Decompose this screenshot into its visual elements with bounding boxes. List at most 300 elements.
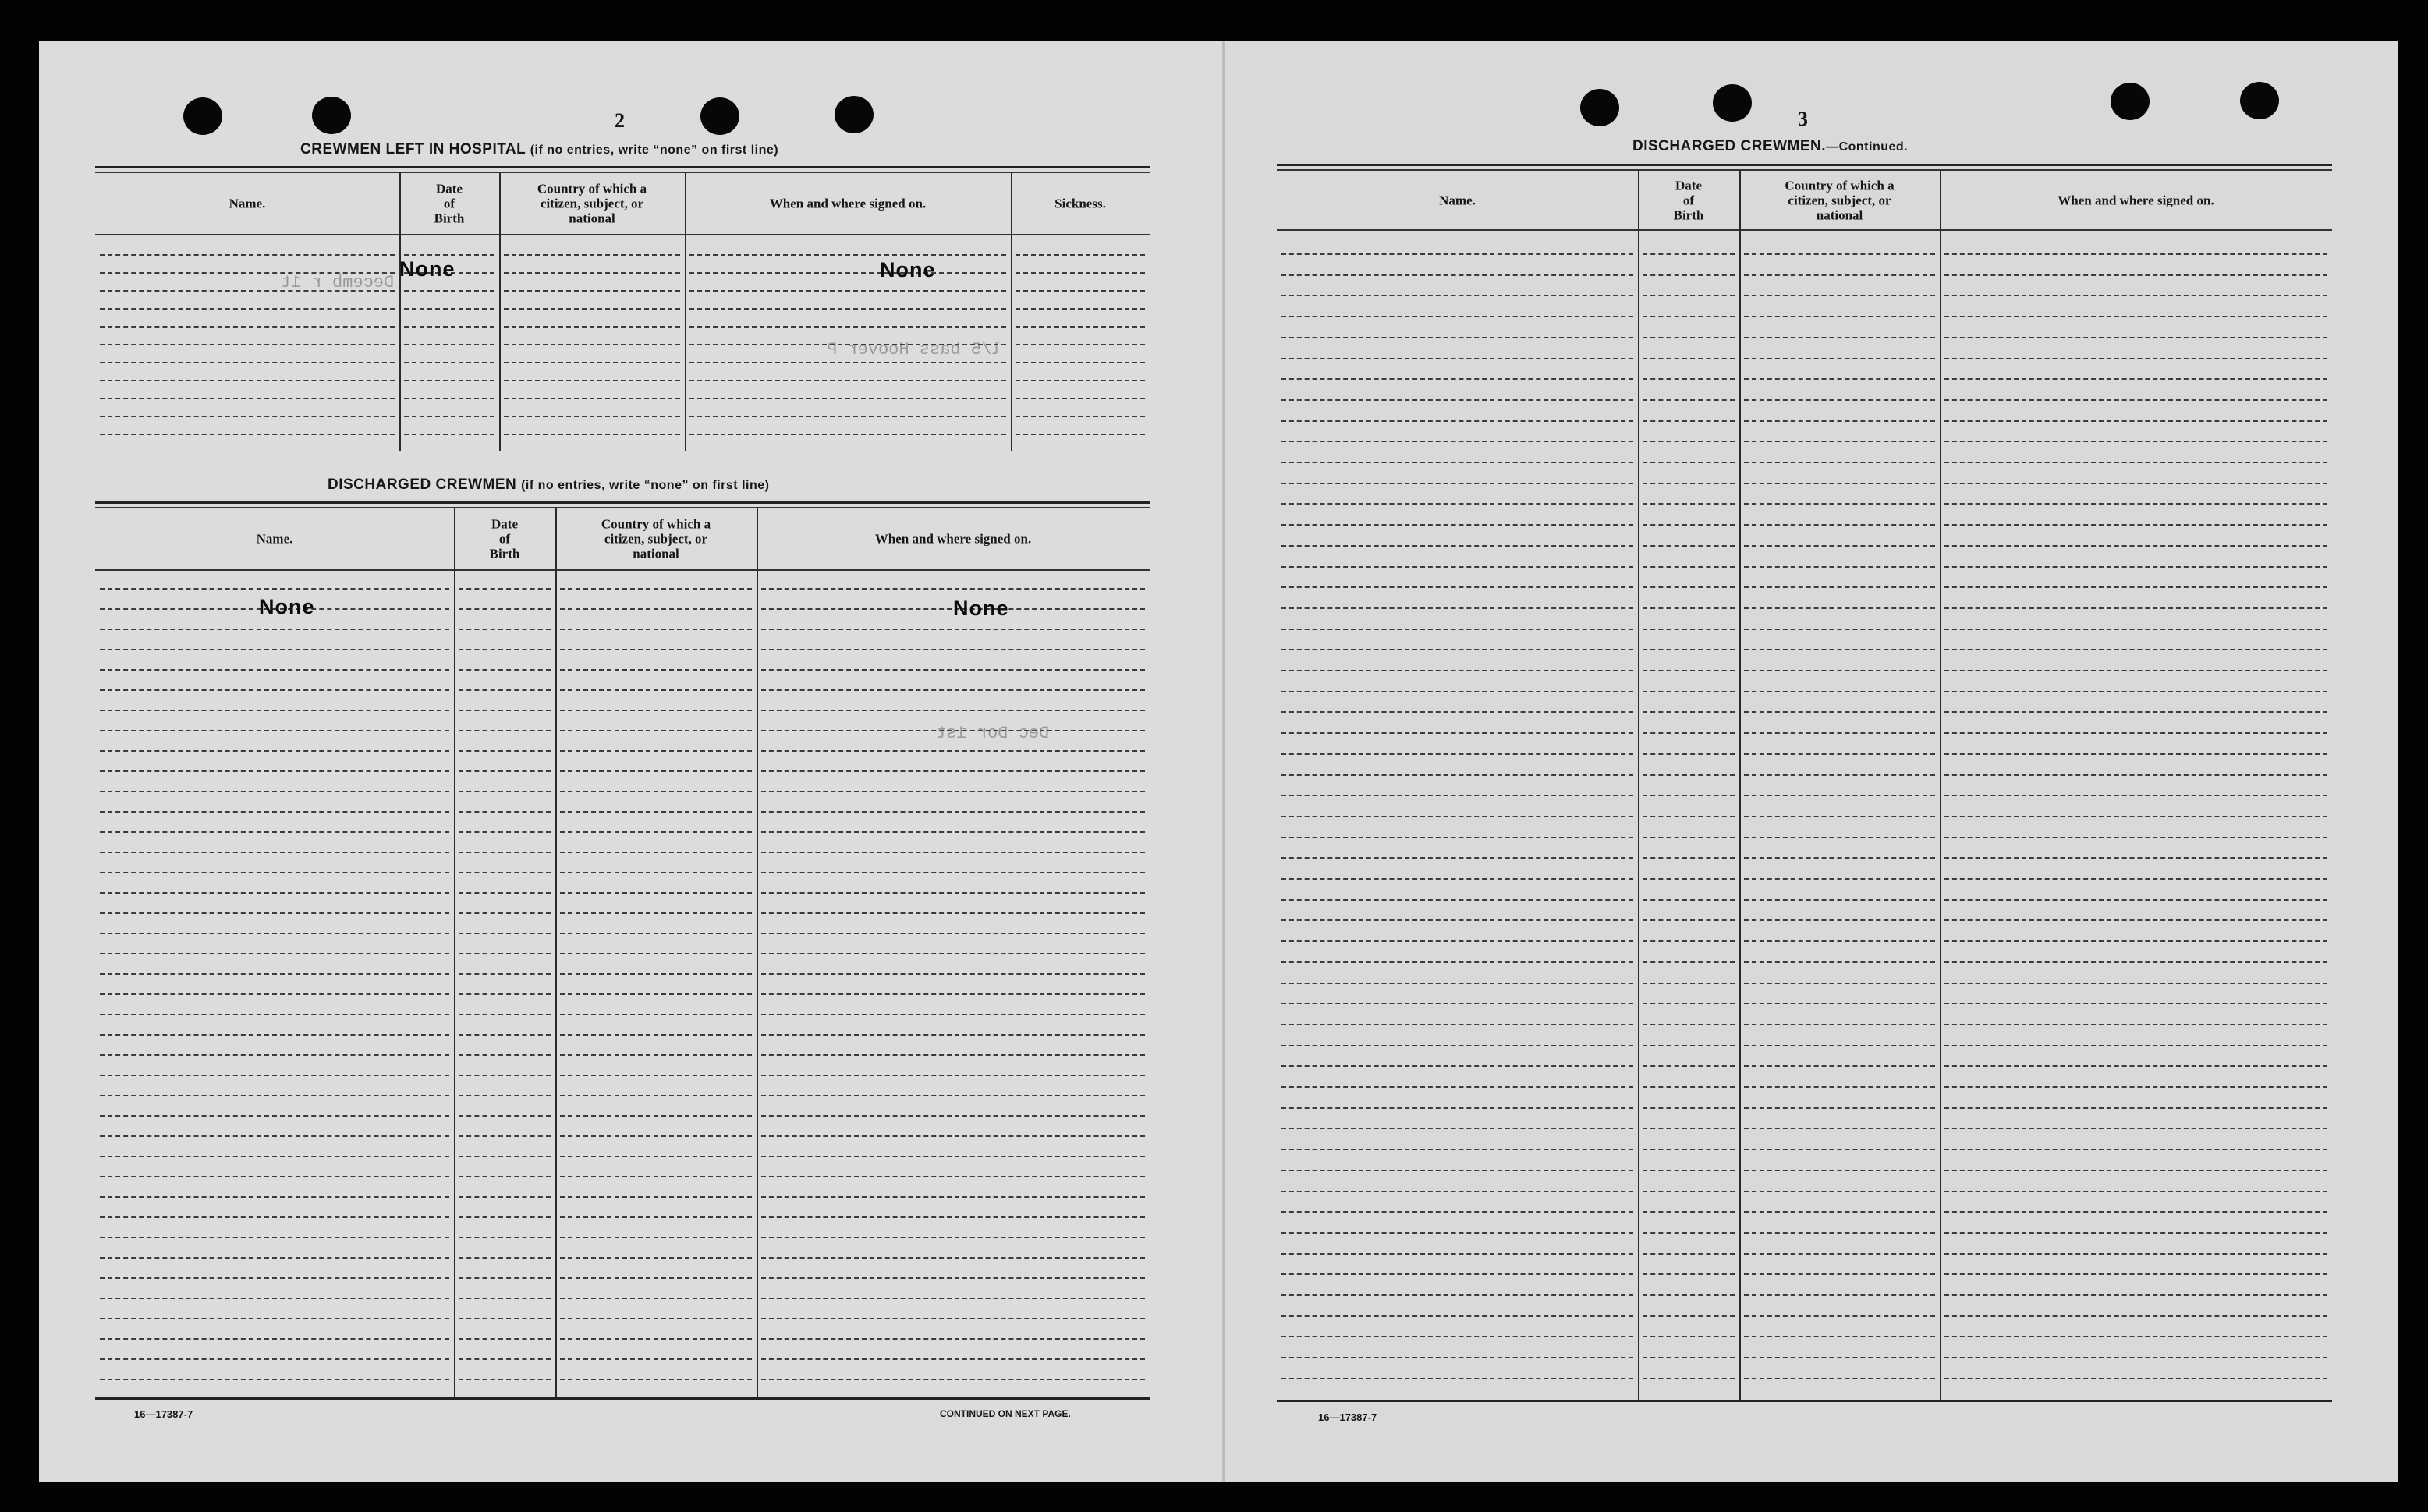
ruled-line (459, 811, 551, 813)
ruled-line (560, 1095, 752, 1096)
ruled-line (1744, 670, 1935, 671)
ruled-line (689, 380, 1006, 381)
ruled-line (100, 973, 449, 975)
ruled-line (761, 1014, 1145, 1015)
ruled-line (100, 750, 449, 752)
ruled-line (100, 1216, 449, 1218)
ruled-line (761, 1237, 1145, 1238)
section-title-text: CREWMEN LEFT IN HOSPITAL (300, 141, 526, 158)
ruled-line (1016, 362, 1145, 363)
ruled-line (761, 1115, 1145, 1117)
ruled-line (1643, 1191, 1735, 1192)
ruled-line (504, 326, 680, 328)
ruled-line (100, 649, 449, 650)
ruled-line (560, 1054, 752, 1056)
column-header-label: When and where signed on. (769, 196, 927, 211)
ruled-line (1744, 358, 1935, 359)
ruled-line (1643, 1107, 1735, 1109)
discharged-name-entry: None (259, 595, 315, 618)
ruled-line (1944, 545, 2327, 547)
ruled-line (1643, 524, 1735, 526)
ruled-line (560, 1277, 752, 1279)
ruled-line (761, 892, 1145, 894)
column-divider (1638, 171, 1639, 1400)
ruled-line (1643, 316, 1735, 317)
ruled-line (459, 608, 551, 610)
ruled-line (761, 831, 1145, 833)
ruled-line (1643, 1149, 1735, 1150)
ruled-line (1944, 837, 2327, 838)
ruled-line (1944, 1086, 2327, 1088)
ruled-line (761, 750, 1145, 752)
ruled-line (459, 1196, 551, 1198)
ruled-line (1944, 253, 2327, 255)
ruled-line (1944, 441, 2327, 442)
ruled-line (761, 689, 1145, 691)
ruled-line (1944, 649, 2327, 650)
ruled-line (1016, 434, 1145, 435)
ruled-line (560, 1075, 752, 1076)
ruled-line (1281, 878, 1633, 880)
ruled-line (560, 1338, 752, 1340)
ruled-line (1744, 420, 1935, 422)
column-header (685, 173, 1011, 234)
ruled-line (560, 1257, 752, 1259)
ruled-line (1744, 1336, 1935, 1337)
ruled-line (459, 1257, 551, 1259)
table-top-rule (1277, 164, 2332, 166)
ruled-line (459, 872, 551, 873)
column-header (399, 173, 499, 234)
ruled-line (1944, 358, 2327, 359)
section-title-text: DISCHARGED CREWMEN (328, 476, 517, 493)
ruled-line (1744, 1294, 1935, 1296)
ruled-line (1744, 378, 1935, 380)
ruled-line (689, 434, 1006, 435)
ruled-line (100, 1318, 449, 1319)
punch-hole (183, 97, 222, 135)
ruled-line (1944, 961, 2327, 963)
ruled-line (1016, 308, 1145, 310)
ruled-line (459, 1034, 551, 1036)
punch-hole (2240, 82, 2279, 119)
ruled-line (560, 1318, 752, 1319)
column-header (1277, 171, 1638, 229)
ruled-line (100, 326, 395, 328)
ruled-line (1281, 1191, 1633, 1192)
bleed-through-text: Dec Dor 1st (936, 724, 1050, 743)
ruled-line (560, 730, 752, 731)
ruled-line (1016, 272, 1145, 274)
ruled-line (1281, 753, 1633, 755)
ruled-line (100, 791, 449, 792)
ruled-line (1944, 983, 2327, 984)
ruled-line (1744, 857, 1935, 859)
ruled-line (100, 1034, 449, 1036)
ruled-line (100, 308, 395, 310)
ruled-line (560, 852, 752, 853)
ruled-line (560, 710, 752, 711)
ruled-line (1744, 649, 1935, 650)
ruled-line (1643, 691, 1735, 692)
ruled-line (1643, 566, 1735, 568)
ruled-line (1281, 774, 1633, 776)
ruled-line (1643, 337, 1735, 338)
column-header-label: Country of which a citizen, subject, or national (601, 516, 711, 561)
ruled-line (560, 629, 752, 630)
ruled-line (761, 649, 1145, 650)
ruled-line (1944, 1378, 2327, 1379)
ruled-line (761, 1034, 1145, 1036)
ruled-line (1281, 1378, 1633, 1379)
ruled-line (1944, 1232, 2327, 1234)
ruled-line (1944, 816, 2327, 817)
ruled-line (459, 993, 551, 995)
punch-hole (312, 97, 351, 134)
section-subtitle: (if no entries, write “none” on first line) (530, 143, 779, 157)
ruled-line (761, 669, 1145, 671)
ruled-line (1944, 399, 2327, 401)
column-header-label: Sickness. (1054, 196, 1106, 211)
ruled-line (560, 689, 752, 691)
ruled-line (504, 290, 680, 292)
ruled-line (1016, 326, 1145, 328)
column-header-label: Name. (1439, 193, 1476, 207)
ruled-line (1281, 1086, 1633, 1088)
column-header (757, 508, 1150, 569)
ruled-line (761, 912, 1145, 914)
ruled-line (560, 669, 752, 671)
ruled-line (1281, 1232, 1633, 1234)
ruled-line (1643, 1315, 1735, 1317)
ruled-line (1281, 1336, 1633, 1337)
ruled-line (761, 1277, 1145, 1279)
ruled-line (560, 953, 752, 954)
ruled-line (1281, 816, 1633, 817)
column-divider (1739, 171, 1741, 1400)
ruled-line (504, 434, 680, 435)
ruled-line (1643, 857, 1735, 859)
ruled-line (459, 933, 551, 934)
ruled-line (1281, 566, 1633, 568)
ruled-line (1744, 253, 1935, 255)
ruled-line (1744, 1086, 1935, 1088)
ruled-line (1643, 629, 1735, 630)
column-header-label: Date of Birth (489, 516, 520, 561)
ruled-line (1744, 1170, 1935, 1171)
ruled-line (1281, 1107, 1633, 1109)
ruled-line (689, 326, 1006, 328)
ruled-line (1281, 441, 1633, 442)
ruled-line (459, 1156, 551, 1157)
ruled-line (1281, 462, 1633, 463)
ruled-line (1281, 1128, 1633, 1129)
ruled-line (1643, 253, 1735, 255)
ruled-line (1281, 503, 1633, 505)
ruled-line (100, 872, 449, 873)
ruled-line (1944, 420, 2327, 422)
ruled-line (1944, 1357, 2327, 1358)
ruled-line (1643, 670, 1735, 671)
ruled-line (1643, 1170, 1735, 1171)
ruled-line (1944, 1315, 2327, 1317)
ruled-line (459, 1014, 551, 1015)
ruled-line (1643, 295, 1735, 296)
ruled-line (459, 1237, 551, 1238)
ruled-line (100, 380, 395, 381)
ruled-line (1643, 1003, 1735, 1004)
ruled-line (560, 872, 752, 873)
ruled-line (100, 1075, 449, 1076)
punch-hole (835, 96, 874, 133)
section-title-discharged (328, 476, 769, 494)
ruled-line (560, 588, 752, 590)
ruled-line (459, 1095, 551, 1096)
ruled-line (1016, 254, 1145, 256)
ruled-line (1744, 503, 1935, 505)
ruled-line (1944, 1253, 2327, 1255)
ruled-line (459, 953, 551, 954)
ruled-line (459, 1135, 551, 1137)
ruled-line (761, 1095, 1145, 1096)
ruled-line (1643, 1357, 1735, 1358)
ruled-line (1944, 503, 2327, 505)
ruled-line (1643, 1128, 1735, 1129)
ruled-line (459, 1379, 551, 1380)
ruled-line (459, 1298, 551, 1299)
ruled-line (1944, 711, 2327, 713)
ruled-line (1744, 1149, 1935, 1150)
ruled-line (761, 770, 1145, 772)
ruled-line (100, 1156, 449, 1157)
ruled-line (1643, 795, 1735, 796)
ruled-line (689, 398, 1006, 399)
ruled-line (1281, 649, 1633, 650)
ruled-line (100, 272, 395, 274)
ruled-line (404, 344, 494, 345)
ruled-line (1643, 1232, 1735, 1234)
column-divider (685, 173, 686, 451)
ruled-line (1744, 316, 1935, 317)
ruled-line (100, 1054, 449, 1056)
section-title-discharged-continued (1632, 138, 1908, 155)
ruled-line (1643, 358, 1735, 359)
ruled-line (689, 344, 1006, 345)
ruled-line (1281, 253, 1633, 255)
ruled-line (560, 1196, 752, 1198)
ruled-line (1281, 857, 1633, 859)
ruled-line (1281, 545, 1633, 547)
ruled-line (459, 1338, 551, 1340)
ruled-line (1944, 586, 2327, 588)
ruled-line (100, 669, 449, 671)
ruled-line (1281, 1294, 1633, 1296)
column-header-label: Country of which a citizen, subject, or national (1785, 178, 1895, 222)
ruled-line (560, 1156, 752, 1157)
ruled-line (1643, 919, 1735, 921)
column-header-label: Date of Birth (434, 181, 465, 226)
punch-hole (1580, 89, 1619, 126)
column-header-label: Name. (256, 531, 293, 547)
ruled-line (459, 750, 551, 752)
ruled-line (1944, 1045, 2327, 1046)
column-header (1940, 171, 2332, 229)
ruled-line (1643, 1024, 1735, 1025)
ruled-line (1281, 795, 1633, 796)
ruled-line (1744, 983, 1935, 984)
ruled-line (459, 689, 551, 691)
ruled-line (1643, 1045, 1735, 1046)
ruled-line (1944, 1170, 2327, 1171)
ruled-line (100, 1277, 449, 1279)
ruled-line (459, 1358, 551, 1360)
ruled-line (1744, 961, 1935, 963)
section-subtitle: (if no entries, write “none” on first line) (521, 479, 770, 492)
ruled-line (1643, 1086, 1735, 1088)
ruled-line (100, 1196, 449, 1198)
ruled-line (1944, 1107, 2327, 1109)
ruled-line (761, 973, 1145, 975)
column-header-label: Country of which a citizen, subject, or national (537, 181, 647, 226)
ruled-line (560, 993, 752, 995)
ruled-line (1643, 649, 1735, 650)
ruled-line (761, 1379, 1145, 1380)
ruled-line (1643, 586, 1735, 588)
punch-hole (1713, 84, 1752, 122)
ruled-line (689, 308, 1006, 310)
ruled-line (1281, 983, 1633, 984)
ruled-line (404, 290, 494, 292)
ruled-line (1643, 711, 1735, 713)
ruled-line (1281, 961, 1633, 963)
ruled-line (1944, 316, 2327, 317)
ruled-line (404, 254, 494, 256)
ruled-line (560, 791, 752, 792)
ruled-line (1643, 961, 1735, 963)
ruled-line (459, 791, 551, 792)
ruled-line (1643, 441, 1735, 442)
section-title-text: DISCHARGED CREWMEN. (1632, 138, 1827, 154)
ruled-line (1944, 1024, 2327, 1025)
ruled-line (560, 1216, 752, 1218)
ruled-line (1744, 711, 1935, 713)
header-rule (95, 234, 1150, 235)
ruled-line (1744, 816, 1935, 817)
ruled-line (1281, 1253, 1633, 1255)
ruled-line (761, 1135, 1145, 1137)
ruled-line (1744, 399, 1935, 401)
ruled-line (1281, 1273, 1633, 1275)
column-divider (399, 173, 401, 451)
ruled-line (504, 308, 680, 310)
ruled-line (504, 398, 680, 399)
ruled-line (560, 973, 752, 975)
ruled-line (1744, 1003, 1935, 1004)
form-number: 16—17387-7 (134, 1408, 193, 1420)
ruled-line (560, 1135, 752, 1137)
ruled-line (761, 629, 1145, 630)
ruled-line (459, 588, 551, 590)
punch-hole (2111, 83, 2150, 120)
ruled-line (504, 416, 680, 417)
ruled-line (1944, 337, 2327, 338)
ruled-line (404, 398, 494, 399)
ruled-line (1744, 524, 1935, 526)
ruled-line (1944, 462, 2327, 463)
ruled-line (761, 872, 1145, 873)
ruled-line (1016, 290, 1145, 292)
hospital-name-entry: None (399, 257, 455, 281)
ruled-line (1944, 524, 2327, 526)
ruled-line (100, 344, 395, 345)
discharged-signed-on-entry: None (953, 597, 1009, 620)
ruled-line (1016, 398, 1145, 399)
ruled-line (1281, 629, 1633, 630)
ruled-line (1744, 1024, 1935, 1025)
ruled-line (560, 831, 752, 833)
column-header (1739, 171, 1940, 229)
ruled-line (100, 1358, 449, 1360)
ruled-line (1643, 503, 1735, 505)
column-header (1638, 171, 1739, 229)
ruled-line (761, 933, 1145, 934)
column-divider (555, 508, 557, 1397)
hospital-signed-on-entry: None (880, 258, 936, 282)
ruled-line (761, 1196, 1145, 1198)
ruled-line (1744, 1232, 1935, 1234)
ruled-line (1944, 691, 2327, 692)
ruled-line (1643, 1253, 1735, 1255)
ruled-line (761, 1156, 1145, 1157)
ruled-line (404, 416, 494, 417)
ruled-line (1744, 483, 1935, 484)
ruled-line (1643, 399, 1735, 401)
column-divider (499, 173, 501, 451)
ruled-line (1643, 274, 1735, 276)
ruled-line (1643, 483, 1735, 484)
ruled-line (1643, 1065, 1735, 1067)
ruled-line (761, 852, 1145, 853)
ruled-line (404, 308, 494, 310)
table-top-rule (95, 501, 1150, 504)
column-header (555, 508, 757, 569)
ruled-line (1643, 732, 1735, 734)
ruled-line (761, 811, 1145, 813)
ruled-line (1281, 940, 1633, 942)
ruled-line (100, 1095, 449, 1096)
ruled-line (459, 892, 551, 894)
ruled-line (1744, 1357, 1935, 1358)
ruled-line (100, 290, 395, 292)
ruled-line (100, 1237, 449, 1238)
ruled-line (1944, 795, 2327, 796)
ruled-line (1944, 1336, 2327, 1337)
continued-note: CONTINUED ON NEXT PAGE. (940, 1408, 1071, 1419)
ruled-line (504, 272, 680, 274)
ruled-line (1744, 607, 1935, 609)
ruled-line (1281, 1170, 1633, 1171)
ruled-line (100, 1014, 449, 1015)
punch-hole (700, 97, 739, 135)
ruled-line (459, 912, 551, 914)
ruled-line (1944, 878, 2327, 880)
ruled-line (1944, 774, 2327, 776)
ruled-line (1643, 899, 1735, 901)
ruled-line (1744, 940, 1935, 942)
ruled-line (1281, 483, 1633, 484)
section-title-hospital (300, 141, 778, 158)
ruled-line (1281, 919, 1633, 921)
